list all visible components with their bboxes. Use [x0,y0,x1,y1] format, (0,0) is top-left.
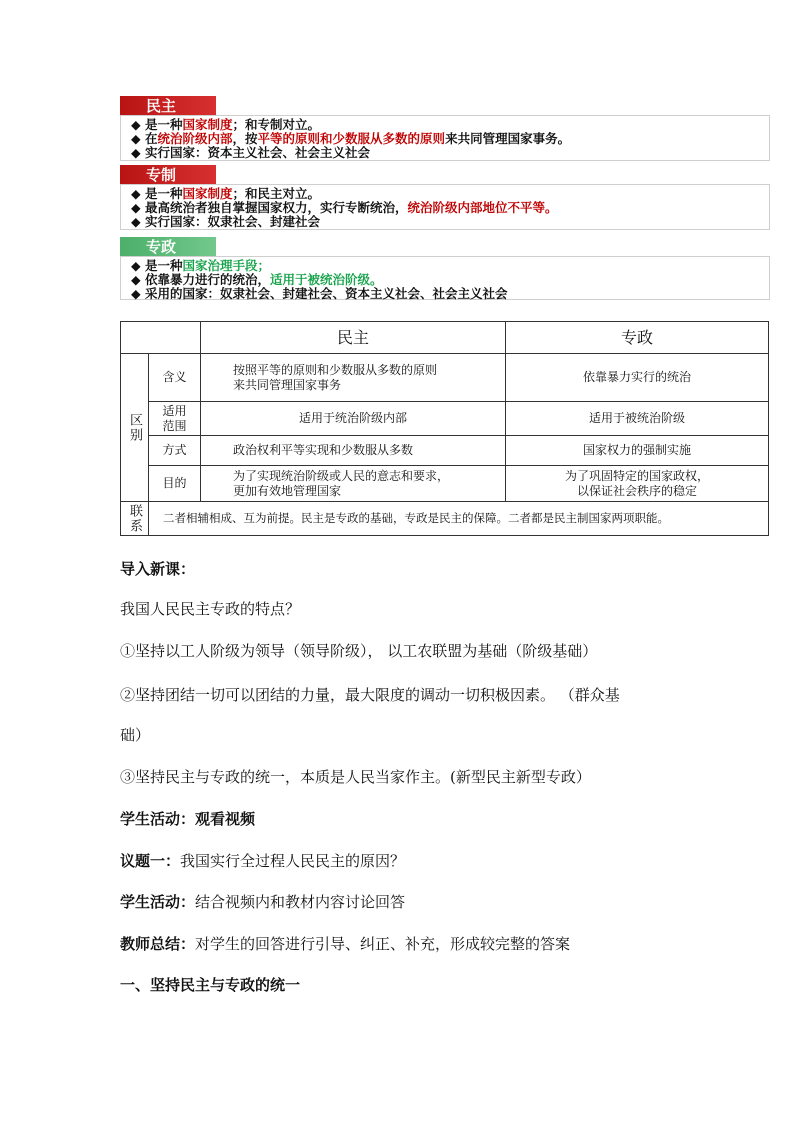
topic-1-label: 议题一： [120,852,181,870]
bullet-text-segment: 国家治理手段； [182,258,271,273]
point-1: ①坚持以工人阶级为领导（领导阶级）， 以工农联盟为基础（阶级基础） [120,642,598,660]
bullet-line [131,215,769,229]
bullet-text-segment: 是一种 [145,258,183,273]
bullet-text-segment: 平等的原则和少数服从多数的原则 [257,131,446,146]
row-label: 方式 [149,436,201,466]
bullet-line [131,132,769,146]
relation-label-cell [121,502,149,536]
student-activity-1: 学生活动：观看视频 [120,810,256,828]
table-row [121,466,769,502]
point-2-line-2: 础） [120,726,151,744]
section-label-zhuanzheng: 专政 [120,237,216,257]
cell-zhuanzheng: 适用于被统治阶级 [506,402,769,436]
relation-label: 联系 [127,503,142,534]
comparison-table [120,321,769,536]
bullet-line [131,187,769,201]
point-2-line-1: ②坚持团结一切可以团结的力量，最大限度的调动一切积极因素。 （群众基 [120,686,620,704]
bullet-text-segment: 最高统治者独自掌握国家权力，实行专断统治， [145,200,408,215]
teacher-summary-label: 教师总结： [120,935,196,953]
diamond-bullet-icon: ◆ [131,258,141,273]
cell-minzhu: 适用于统治阶级内部 [201,402,506,436]
row-label: 含义 [149,354,201,402]
teacher-summary [120,933,570,954]
diamond-bullet-icon: ◆ [131,186,141,201]
diamond-bullet-icon: ◆ [131,286,141,301]
diamond-bullet-icon: ◆ [131,272,141,287]
group-label: 区别 [127,412,142,443]
cell-zhuanzheng: 国家权力的强制实施 [506,436,769,466]
bullet-line [131,118,769,132]
intro-heading: 导入新课： [120,560,196,578]
bullet-text-segment: 统治阶级内部地位不平等。 [407,200,558,215]
bullet-line [131,273,769,287]
diamond-bullet-icon: ◆ [131,131,141,146]
row-label: 目的 [149,466,201,502]
bullet-text-segment: 统治阶级内部 [157,131,233,146]
header-minzhu: 民主 [201,322,506,354]
diamond-bullet-icon: ◆ [131,145,141,160]
cell-minzhu: 为了实现统治阶级或人民的意志和要求， 更加有效地管理国家 [201,466,506,502]
activity-2-label: 学生活动： [120,893,196,911]
bullet-text-segment: 是一种 [145,117,183,132]
table-row [121,354,769,402]
bullet-text-segment: 适用于被统治阶级。 [270,272,383,287]
bullet-text-segment: 在 [145,131,158,146]
bullet-text-segment: 来共同管理国家事务。 [445,131,571,146]
group-label-cell [121,354,149,502]
section-label-zhuanzhi: 专制 [120,165,216,185]
section-box-zhuanzheng [120,256,770,300]
topic-1-text: 我国实行全过程人民民主的原因？ [180,852,406,870]
bullet-text-segment: 依靠暴力进行的统治， [145,272,271,287]
bullet-line [131,201,769,215]
topic-1 [120,850,405,871]
question: 我国人民民主专政的特点？ [120,600,301,618]
row-label: 适用 范围 [149,402,201,436]
table-row-relation [121,502,769,536]
table-header-row [121,322,769,354]
bullet-line [131,146,769,160]
student-activity-2 [120,891,405,912]
bullet-text-segment: 实行国家：资本主义社会、社会主义社会 [145,145,371,160]
table-corner-cell [121,322,201,354]
section-label-minzhu: 民主 [120,96,216,116]
diamond-bullet-icon: ◆ [131,200,141,215]
diamond-bullet-icon: ◆ [131,214,141,229]
bullet-text-segment: ，按 [232,131,258,146]
section-box-minzhu [120,115,770,161]
bullet-text-segment: 是一种 [145,186,183,201]
bullet-text-segment: 实行国家：奴隶社会、封建社会 [145,214,321,229]
bullet-text-segment: ；和专制对立。 [232,117,321,132]
bullet-text-segment: 国家制度 [182,186,233,201]
cell-minzhu: 按照平等的原则和少数服从多数的原则 来共同管理国家事务 [201,354,506,402]
diamond-bullet-icon: ◆ [131,117,141,132]
bullet-text-segment: 国家制度 [182,117,233,132]
activity-2-text: 结合视频内和教材内容讨论回答 [195,893,406,911]
cell-zhuanzheng: 依靠暴力实行的统治 [506,354,769,402]
bullet-text-segment: 采用的国家：奴隶社会、封建社会、资本主义社会、社会主义社会 [145,286,508,301]
section-box-zhuanzhi [120,184,770,230]
cell-minzhu: 政治权利平等实现和少数服从多数 [201,436,506,466]
cell-zhuanzheng: 为了巩固特定的国家政权， 以保证社会秩序的稳定 [506,466,769,502]
section-heading: 一、坚持民主与专政的统一 [120,976,301,994]
table-row [121,402,769,436]
bullet-line [131,259,769,273]
table-row [121,436,769,466]
teacher-summary-text: 对学生的回答进行引导、纠正、补充，形成较完整的答案 [195,935,571,953]
relation-text: 二者相辅相成、互为前提。民主是专政的基础，专政是民主的保障。二者都是民主制国家两项职能。 [149,502,769,536]
point-3: ③坚持民主与专政的统一，本质是人民当家作主。(新型民主新型专政） [120,768,591,786]
header-zhuanzheng: 专政 [506,322,769,354]
bullet-text-segment: ；和民主对立。 [232,186,321,201]
bullet-line [131,287,769,301]
